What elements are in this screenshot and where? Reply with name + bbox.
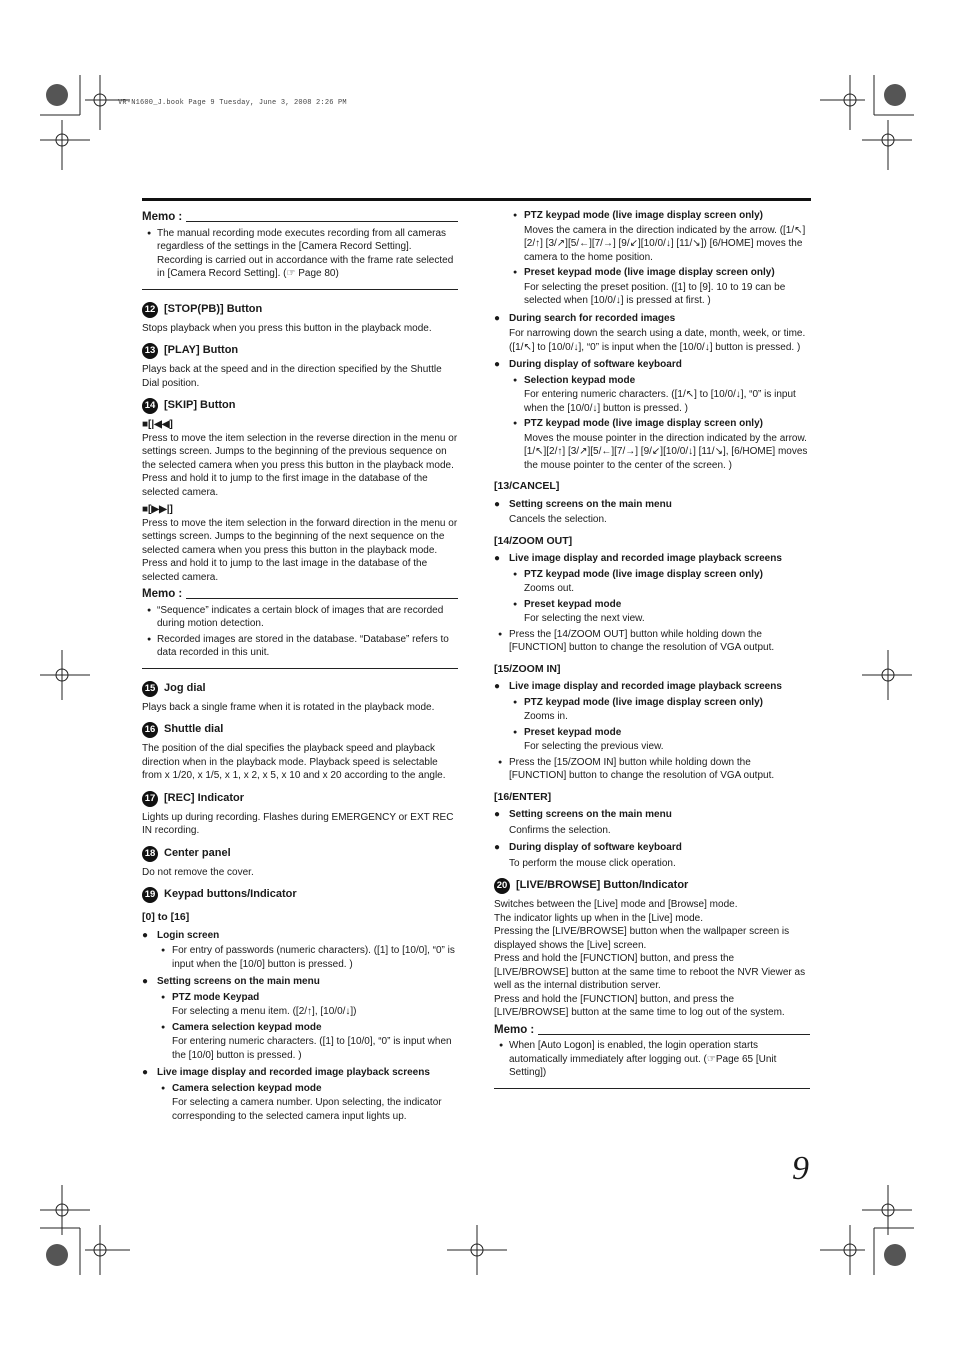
section-number: 13 [142,343,158,359]
section-heading: 14 [SKIP] Button [142,398,458,414]
mode-heading: ● Camera selection keypad mode [142,1082,458,1096]
section-number: 18 [142,846,158,862]
memo-end-rule [142,668,458,669]
memo-item: ● When [Auto Logon] is enabled, the login operation starts automatically immediately after logging out. (☞Page 65 [Unit Setting]) [494,1039,810,1080]
page-number: 9 [792,1150,809,1187]
section-text: Switches between the [Live] mode and [Browse] mode. The indicator lights up when in the [Live] mode. Pressing the [LIVE/BROWSE] button when the wallpaper screen is displayed shows the [Live] screen. Press and hold the [FUNCTION] button, and press the [LIVE/BROWSE] button at the same time to reboot the NVR Viewer as well as the internal distribution server. Press and hold the [FUNCTION] button, and press the [LIVE/BROWSE] button at the same time to log out of the system. [494,899,806,1018]
print-header: VR-N1600_J.book Page 9 Tuesday, June 3, 2008 2:26 PM [118,99,347,107]
memo-end-rule [494,1088,810,1089]
mode-text: For selecting the previous view. [524,741,664,752]
mode-heading: ● PTZ keypad mode (live image display screen only) [494,696,810,710]
context-text: ● For entry of passwords (numeric characters). ([1] to [10/0], “0” is input when the [10/0] button is pressed. ) [142,944,458,971]
mode-text: Zooms out. [524,583,575,594]
section-heading: 13 [PLAY] Button [142,343,458,359]
section-text: The position of the dial specifies the playback speed and playback direction when in the playback mode. Playback speed is selectable from x 1/20, x 1/5, x 1, x 2, x 5, x 10 and x 20 according to the angle. [142,743,446,781]
context-heading: ● Login screen [142,929,458,943]
section-heading: 18 Center panel [142,846,458,862]
right-column [494,207,810,1101]
context-heading: ● During search for recorded images [494,312,810,326]
section-heading: 16 Shuttle dial [142,722,458,738]
memo-heading: Memo : [494,1024,810,1038]
mode-heading: ● Camera selection keypad mode [142,1021,458,1035]
section-heading: 20 [LIVE/BROWSE] Button/Indicator [494,878,810,894]
mode-heading: ● Preset keypad mode [494,598,810,612]
mode-text: For selecting a menu item. ([2/↑], [10/0/↓]) [172,1006,357,1017]
memo-end-rule [142,289,458,290]
memo-item: ● Recorded images are stored in the database. “Database” refers to data recorded in this unit. [142,633,458,660]
mode-text: For entering numeric characters. ([1] to [10/0], “0” is input when the [10/0] button is pressed. ) [172,1036,452,1061]
mode-heading: ● PTZ keypad mode (live image display screen only) [494,209,810,223]
section-text: Lights up during recording. Flashes during EMERGENCY or EXT REC IN recording. [142,811,454,836]
section-text: Press to move the item selection in the forward direction in the menu or settings screen. Jumps to the beginning of the next sequence on the selected camera when you press this button in the playback mode. Press and hold it to jump to the last image in the database of the selected camera. [142,517,458,583]
top-rule [142,198,811,201]
section-heading: 12 [STOP(PB)] Button [142,302,458,318]
mode-heading: ● Selection keypad mode [494,374,810,388]
context-text: Confirms the selection. [509,824,611,836]
context-heading: ● Setting screens on the main menu [494,808,810,822]
section-number: 19 [142,887,158,903]
context-text: Cancels the selection. [509,514,607,525]
context-heading: ● During display of software keyboard [494,841,810,855]
mode-text: For selecting the preset position. ([1] to [9]. 10 to 19 can be selected when [10/0/↓] is pressed at first. ) [524,281,786,306]
context-text: To perform the mouse click operation. [509,857,676,869]
mode-text: For selecting a camera number. Upon selecting, the indicator corresponding to the selected camera input lights up. [172,1097,442,1122]
section-number: 20 [494,878,510,894]
section-number: 12 [142,302,158,318]
context-heading: ● Setting screens on the main menu [494,498,810,512]
mode-text: For selecting the next view. [524,613,645,624]
section-text: Do not remove the cover. [142,866,254,878]
context-heading: ● During display of software keyboard [494,358,810,372]
note-text: ● Press the [15/ZOOM IN] button while holding down the [FUNCTION] button to change the resolution of VGA output. [494,756,810,783]
context-heading: ● Live image display and recorded image playback screens [494,552,810,566]
mode-text: For entering numeric characters. ([1/↖] to [10/0/↓], “0” is input when the [10/0/↓] button is pressed. ) [524,389,796,414]
mode-heading: ● Preset keypad mode [494,726,810,740]
context-heading: ● Live image display and recorded image playback screens [494,680,810,694]
memo-item: ● “Sequence” indicates a certain block of images that are recorded during motion detection. [142,604,458,631]
skip-forward-label: ■ [▶▶|] [142,503,458,517]
mode-heading: ● PTZ keypad mode (live image display screen only) [494,417,810,431]
section-text: Plays back at the speed and in the direction specified by the Shuttle Dial position. [142,364,442,389]
section-number: 15 [142,681,158,697]
key-range-heading: [0] to [16] [142,911,190,923]
section-text: Press to move the item selection in the reverse direction in the menu or settings screen. Jumps to the beginning of the previous sequence on the selected camera when you press this button in the playback mode. Press and hold it to jump to the first image in the database of the selected camera. [142,432,458,498]
section-number: 14 [142,398,158,414]
note-text: ● Press the [14/ZOOM OUT] button while holding down the [FUNCTION] button to change the resolution of VGA output. [494,628,810,655]
mode-heading: ● PTZ keypad mode (live image display screen only) [494,568,810,582]
context-heading: ● Live image display and recorded image playback screens [142,1066,458,1080]
memo-heading: Memo : [142,211,458,225]
mode-text: Moves the camera in the direction indicated by the arrow. ([1/↖][2/↑] [3/↗][5/←][7/→] [9/↙][10/0/↓] [11/↘]) [6/HOME] moves the camera to the home position. [524,224,806,263]
memo-heading: Memo : [142,588,458,602]
memo-item: ● The manual recording mode executes recording from all cameras regardless of the settings in the [Camera Record Setting]. Recording is carried out in accordance with the frame rate selected in [Camera Record Setting]. (☞ Page 80) [142,227,458,281]
key-heading: [14/ZOOM OUT] [494,534,573,547]
section-text: Stops playback when you press this button in the playback mode. [142,322,432,334]
key-heading: [16/ENTER] [494,790,552,803]
section-number: 17 [142,791,158,807]
section-heading: 17 [REC] Indicator [142,791,458,807]
context-text: For narrowing down the search using a date, month, week, or time. ([1/↖] to [10/0/↓], “0” is input when the [10/0/↓] button is pressed. ) [509,328,806,353]
key-heading: [15/ZOOM IN] [494,662,561,675]
left-column [142,207,458,1125]
context-heading: ● Setting screens on the main menu [142,975,458,989]
mode-text: Moves the mouse pointer in the direction indicated by the arrow. [1/↖][2/↑] [3/↗][5/←][7/→] [9/↙][10/0/↓] [11/↘], [6/HOME] moves the mouse pointer to the center of the screen. ) [524,432,808,471]
key-heading: [13/CANCEL] [494,480,560,492]
mode-heading: ● Preset keypad mode (live image display screen only) [494,266,810,280]
mode-heading: ● PTZ mode Keypad [142,991,458,1005]
section-number: 16 [142,722,158,738]
section-heading: 19 Keypad buttons/Indicator [142,887,458,903]
mode-text: Zooms in. [524,711,568,722]
section-text: Plays back a single frame when it is rotated in the playback mode. [142,701,435,713]
skip-reverse-label: ■ [|◀◀] [142,418,458,432]
section-heading: 15 Jog dial [142,681,458,697]
